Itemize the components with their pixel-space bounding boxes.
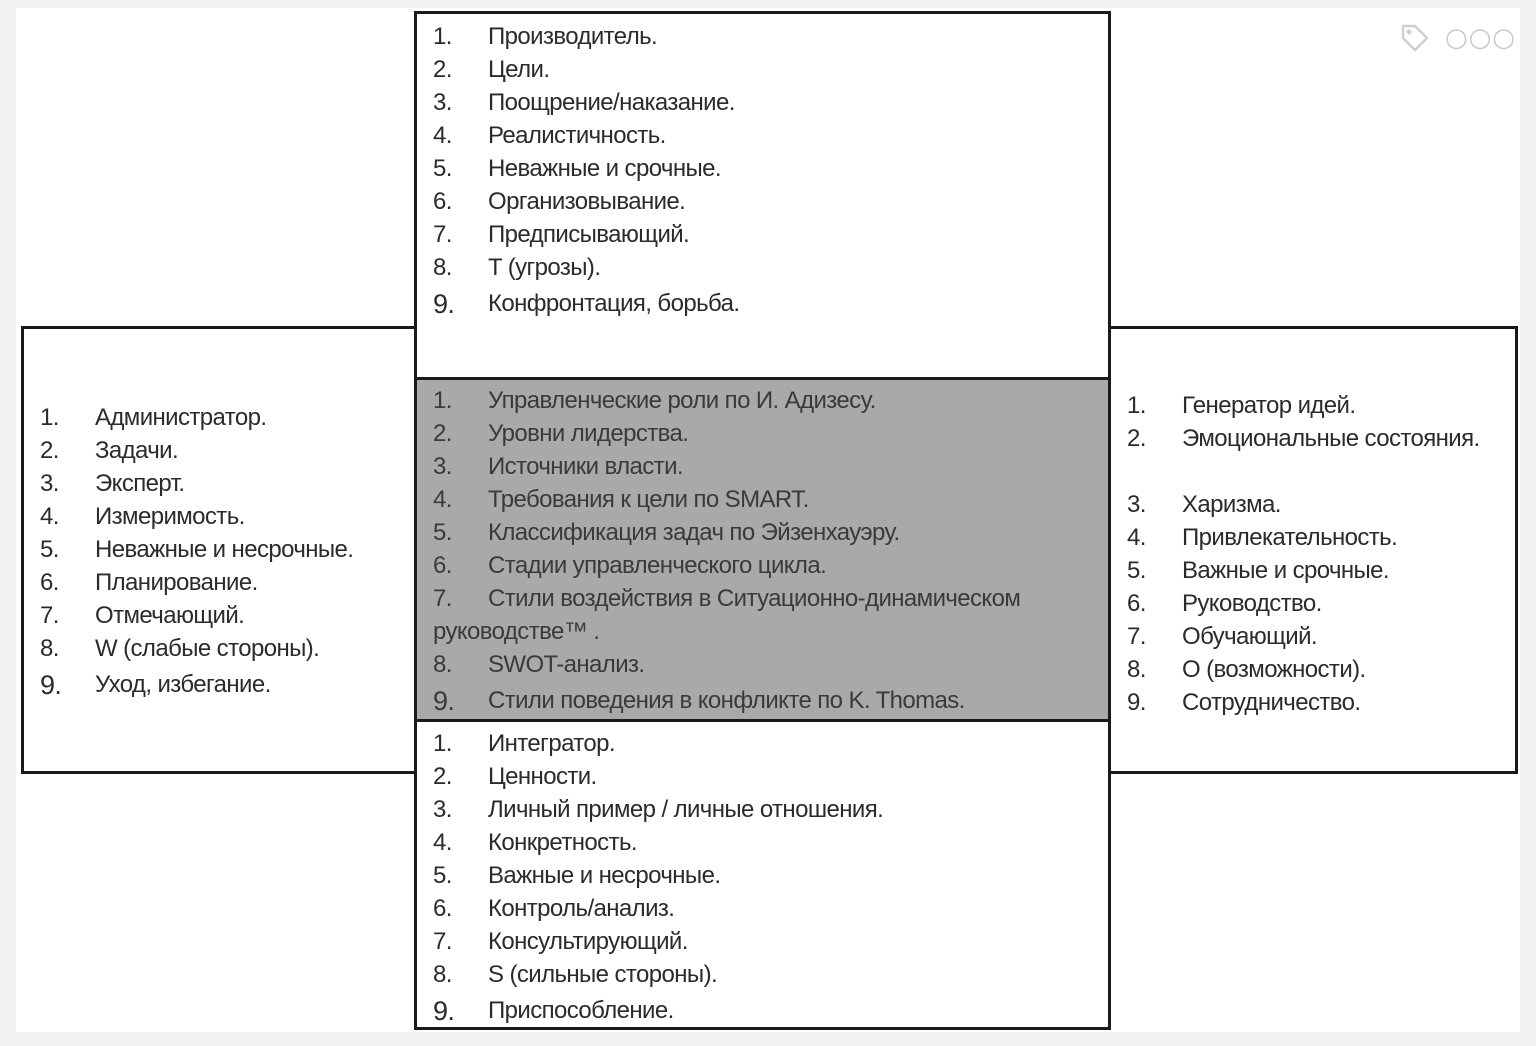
list-item: 6. Контроль/анализ. [433, 895, 675, 922]
list-item: 7. Обучающий. [1127, 623, 1317, 650]
list-item: 7. Стили воздействия в Ситуационно-динамическом руководстве™ . [433, 585, 1021, 645]
list-item: 6. Организовывание. [433, 188, 686, 215]
list-item: 2. Задачи. [40, 437, 179, 464]
list-item: 1. Генератор идей. [1127, 392, 1356, 419]
list-item: 5. Неважные и несрочные. [40, 536, 354, 563]
list-item: 9. Стили поведения в конфликте по K. Thomas. [433, 686, 965, 716]
list-item: 8. W (слабые стороны). [40, 635, 320, 662]
top-list [433, 20, 1093, 324]
center-box [414, 377, 1111, 722]
list-item: 3. Харизма. [1127, 491, 1281, 518]
list-item: 3. Поощрение/наказание. [433, 89, 735, 116]
list-item: 6. Стадии управленческого цикла. [433, 552, 827, 579]
top-box [414, 11, 1111, 380]
list-item: 7. Отмечающий. [40, 602, 245, 629]
corner-toolbar [1399, 22, 1516, 54]
list-item: 8. SWOT-анализ. [433, 651, 645, 678]
list-item: 1. Производитель. [433, 23, 658, 50]
list-item: 5. Важные и несрочные. [433, 862, 721, 889]
more-options-icon[interactable]: ○○○ [1444, 23, 1516, 53]
list-item: 8. T (угрозы). [433, 254, 601, 281]
list-item: 3. Эксперт. [40, 470, 185, 497]
list-item: 6. Руководство. [1127, 590, 1322, 617]
center-list [433, 384, 1093, 721]
list-item: 9. Уход, избегание. [40, 670, 271, 700]
list-item: 1. Управленческие роли по И. Адизесу. [433, 387, 876, 414]
bottom-list [433, 727, 1093, 1031]
list-item: 3. Личный пример / личные отношения. [433, 796, 884, 823]
list-item: 1. Администратор. [40, 404, 267, 431]
right-list [1127, 389, 1507, 719]
list-item: 4. Реалистичность. [433, 122, 666, 149]
left-list [40, 401, 410, 705]
list-item: 8. S (сильные стороны). [433, 961, 718, 988]
list-item: 9. Сотрудничество. [1127, 689, 1361, 716]
list-item: 5. Важные и срочные. [1127, 557, 1389, 584]
list-item: 2. Эмоциональные состояния. [1127, 425, 1480, 452]
right-box [1108, 326, 1518, 774]
list-item: 7. Консультирующий. [433, 928, 688, 955]
list-item: 5. Классификация задач по Эйзенхауэру. [433, 519, 900, 546]
list-item: 4. Требования к цели по SMART. [433, 486, 809, 513]
left-box [21, 326, 417, 774]
list-item: 1. Интегратор. [433, 730, 615, 757]
list-item: 8. O (возможности). [1127, 656, 1366, 683]
tag-icon[interactable] [1399, 22, 1431, 54]
list-item: 3. Источники власти. [433, 453, 683, 480]
list-item: 9. Приспособление. [433, 996, 674, 1026]
list-item: 2. Уровни лидерства. [433, 420, 689, 447]
list-item: 2. Цели. [433, 56, 550, 83]
list-item: 2. Ценности. [433, 763, 597, 790]
list-item: 5. Неважные и срочные. [433, 155, 721, 182]
bottom-box [414, 719, 1111, 1030]
list-item: 9. Конфронтация, борьба. [433, 289, 740, 319]
list-item: 4. Конкретность. [433, 829, 637, 856]
list-item: 4. Привлекательность. [1127, 524, 1398, 551]
list-item: 7. Предписывающий. [433, 221, 690, 248]
list-item: 6. Планирование. [40, 569, 258, 596]
list-item: 4. Измеримость. [40, 503, 245, 530]
